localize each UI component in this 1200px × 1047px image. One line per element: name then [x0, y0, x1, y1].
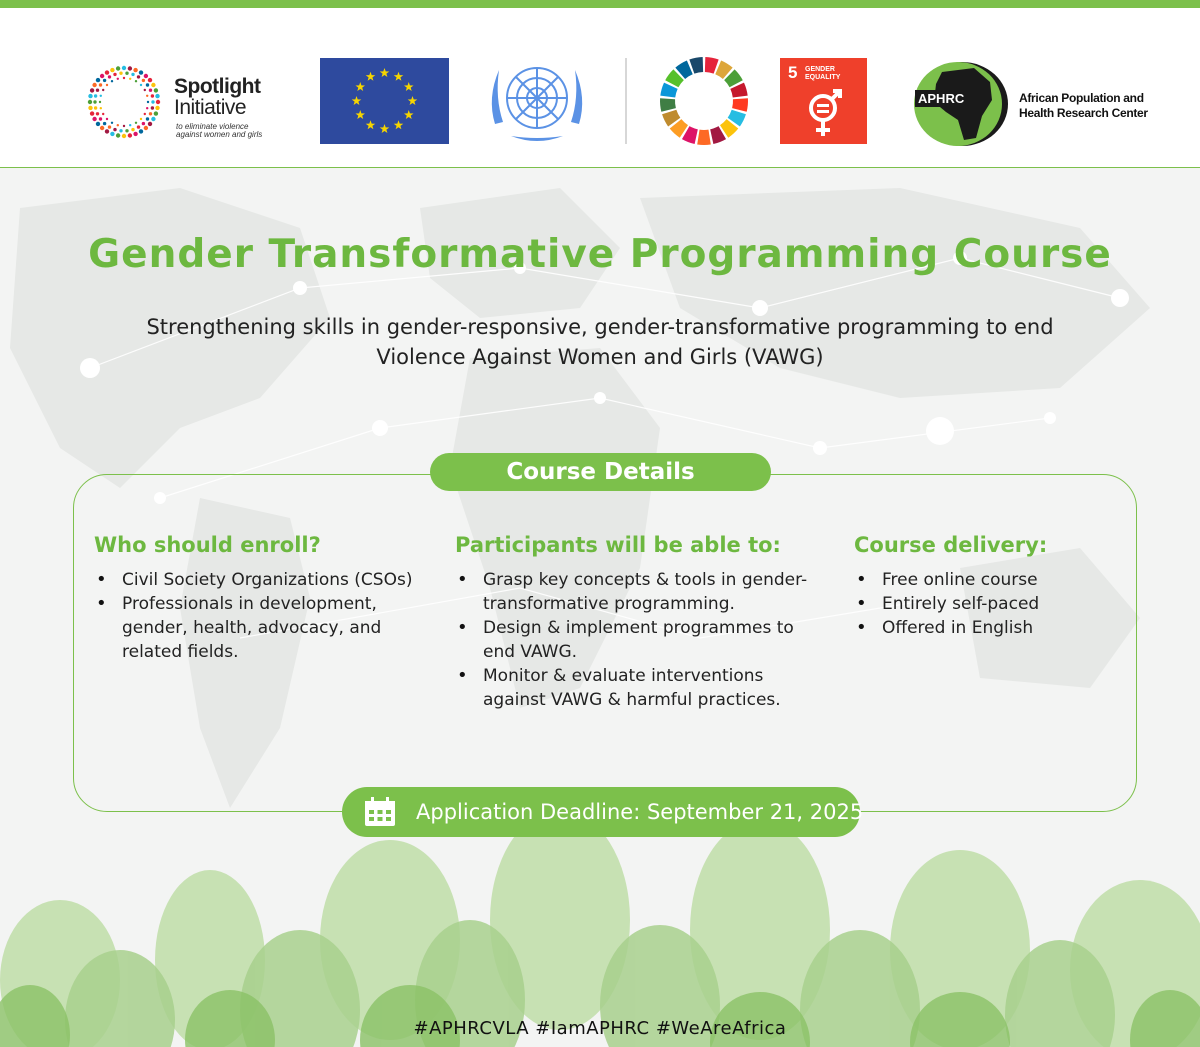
aphrc-acronym: [915, 90, 1005, 110]
bullet-list: [455, 568, 830, 712]
list-item: • Monitor & evaluate interventions against VAWG & harmful practices.: [455, 664, 830, 712]
sdg5-label: GENDER EQUALITY: [805, 66, 841, 81]
spotlight-initiative-logo: [84, 56, 274, 146]
bullet-list: [94, 568, 439, 664]
people-silhouettes-graphic: [0, 830, 1200, 1047]
page-subtitle: Strengthening skills in gender-responsive, gender-transformative programming to end Violence Against Women and Girls (VAWG): [146, 315, 1054, 369]
un-emblem-icon: [481, 54, 593, 146]
column-heading: Course delivery:: [854, 533, 1048, 557]
list-item: • Offered in English: [854, 616, 1134, 640]
column-heading: Who should enroll?: [94, 533, 321, 557]
top-accent-stripe: [0, 0, 1200, 8]
list-item: • Grasp key concepts & tools in gender-transformative programming.: [455, 568, 830, 616]
list-item: • Entirely self-paced: [854, 592, 1134, 616]
list-item: • Professionals in development, gender, health, advocacy, and related fields.: [94, 592, 439, 664]
initiative-name: Initiative: [174, 96, 247, 119]
bullet-list: [854, 568, 1134, 640]
calendar-icon: [364, 797, 396, 827]
hashtags: #APHRCVLA #IamAPHRC #WeAreAfrica: [413, 1018, 787, 1039]
who-should-enroll-column: [94, 532, 439, 664]
page-title: Gender Transformative Programming Course: [88, 232, 1112, 277]
list-item: • Design & implement programmes to end VAWG.: [455, 616, 830, 664]
course-details-label: Course Details: [430, 453, 771, 491]
deadline-text: Application Deadline: September 21, 2025: [416, 800, 864, 824]
aphrc-acronym-text: APHRC: [915, 90, 967, 107]
spotlight-name: Spotlight: [174, 75, 261, 98]
list-item: • Free online course: [854, 568, 1134, 592]
list-item: • Civil Society Organizations (CSOs): [94, 568, 439, 592]
eu-flag-icon: [320, 58, 449, 144]
participants-outcomes-column: [455, 532, 830, 712]
logo-divider: [625, 58, 627, 144]
spotlight-wordmark: [174, 76, 260, 118]
sdg5-number: 5: [788, 63, 798, 82]
aphrc-full-name: African Population and Health Research Center: [1019, 91, 1148, 120]
spotlight-dots-icon: [84, 62, 164, 142]
column-heading: Participants will be able to:: [455, 533, 781, 557]
course-delivery-column: [854, 532, 1134, 640]
application-deadline-badge: [342, 787, 864, 837]
spotlight-tagline: to eliminate violence against women and girls: [176, 122, 263, 139]
sdg5-gender-equality-logo: [780, 58, 867, 144]
sdg-wheel-icon: [659, 56, 749, 146]
gender-equality-icon: [780, 58, 867, 144]
